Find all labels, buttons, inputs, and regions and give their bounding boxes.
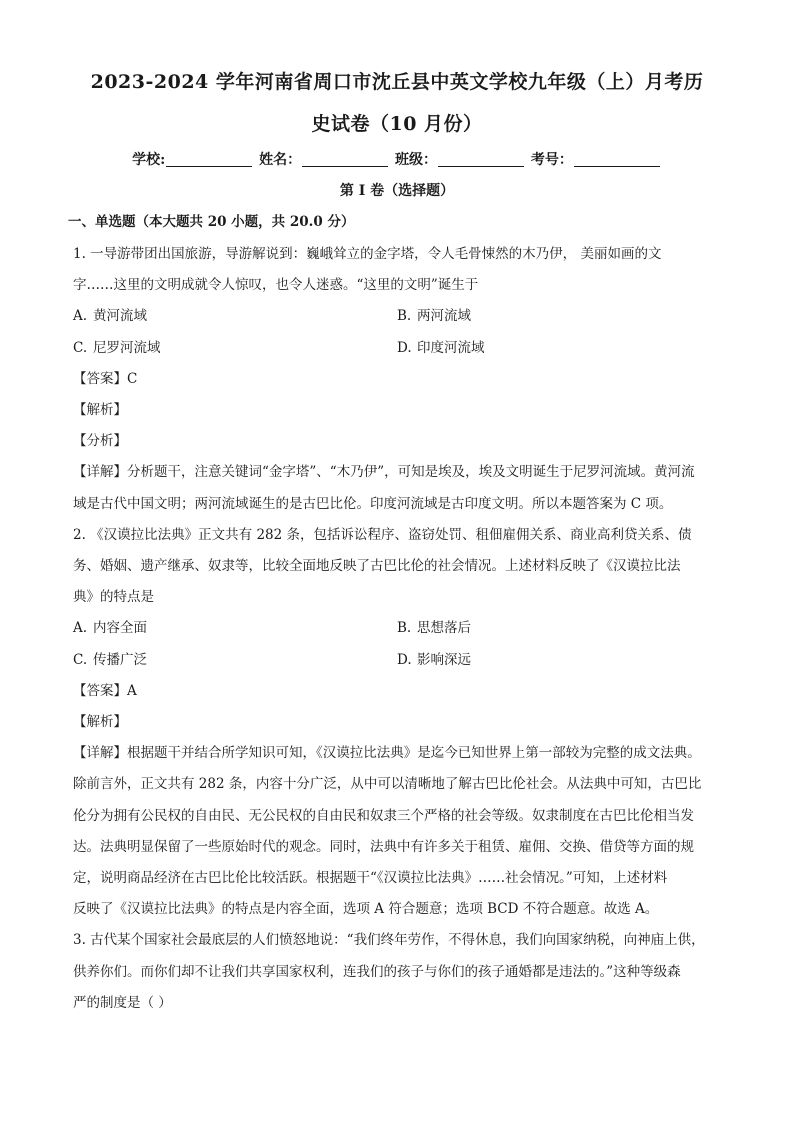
- q1-option-d-letter: D.: [397, 340, 412, 356]
- class-label: 班级：: [395, 152, 438, 168]
- q2-detail-line-4: 达。法典明显保留了一些原始时代的观念。同时，法典中有许多关于租赁、雇佣、交换、借贷等方面的规: [73, 839, 694, 855]
- q2-option-a-letter: A.: [73, 620, 88, 636]
- q2-option-d-text: 影响深远: [417, 652, 471, 668]
- exam-number-label: 考号：: [530, 152, 573, 168]
- q1-option-a-text: 黄河流域: [93, 308, 147, 324]
- q2-stem-line-2: 务、婚姻、遗产继承、奴隶等，比较全面地反映了古巴比伦的社会情况。上述材料反映了《汉谟拉比法: [73, 558, 681, 574]
- student-info-row: [0, 150, 794, 170]
- school-label: 学校:: [132, 152, 166, 168]
- q1-option-b-text: 两河流域: [417, 308, 471, 324]
- exam-number-blank: [574, 152, 660, 167]
- school-blank: [166, 152, 252, 167]
- q1-answer-tag: 【答案】: [73, 371, 127, 387]
- q2-option-a: [73, 618, 147, 638]
- q1-answer: [73, 369, 137, 389]
- q1-stem-line-1: 1. 一导游带团出国旅游，导游解说到：巍峨耸立的金字塔，令人毛骨悚然的木乃伊， 美丽如画的文: [73, 246, 662, 262]
- q1-answer-value: C: [127, 371, 138, 387]
- q2-stem-line-3: 典》的特点是: [73, 589, 154, 605]
- q1-analysis-tag: 【解析】: [73, 402, 127, 418]
- q2-detail-line-5: 定，说明商品经济在古巴比伦比较活跃。根据题干“《汉谟拉比法典》……社会情况。”可知，上述材料: [73, 870, 668, 886]
- name-label: 姓名：: [259, 152, 302, 168]
- name-blank: [302, 152, 388, 167]
- q2-option-b: [397, 618, 471, 638]
- q1-detail-line-2: 域是古代中国文明；两河流域诞生的是古巴比伦。印度河流域是古印度文明。所以本题答案为 C 项。: [73, 496, 673, 512]
- q1-option-a: [73, 306, 147, 326]
- q2-option-d-letter: D.: [397, 652, 412, 668]
- exam-title-line-2: 史试卷（10 月份）: [311, 113, 483, 135]
- q2-option-a-text: 内容全面: [93, 620, 147, 636]
- q2-option-b-letter: B.: [397, 620, 412, 636]
- q2-answer-value: A: [127, 683, 137, 699]
- q1-option-b-letter: B.: [397, 308, 412, 324]
- q1-stem-line-2: 字……这里的文明成就令人惊叹，也令人迷惑。“这里的文明”诞生于: [73, 277, 479, 293]
- q2-answer-tag: 【答案】: [73, 683, 127, 699]
- exam-title-line-1: 2023-2024 学年河南省周口市沈丘县中英文学校九年级（上）月考历: [90, 71, 704, 93]
- q3-stem-line-1: 3. 古代某个国家社会最底层的人们愤怒地说：“我们终年劳作，不得休息，我们向国家纳税，向神庙上供，: [73, 932, 705, 948]
- q2-stem-line-1: 2. 《汉谟拉比法典》正文共有 282 条，包括诉讼程序、盗窃处罚、租佃雇佣关系、商业高利贷关系、债: [73, 527, 692, 543]
- q3-stem-line-3: 严的制度是（ ）: [73, 995, 172, 1011]
- q1-option-c-text: 尼罗河流域: [93, 340, 161, 356]
- section-1-title: 一、单选题（本大题共 20 小题，共 20.0 分）: [68, 214, 355, 230]
- q1-option-b: [397, 306, 471, 326]
- q2-option-b-text: 思想落后: [417, 620, 471, 636]
- q1-detail-line-1: 【详解】分析题干，注意关键词“金字塔”、“木乃伊”，可知是埃及，埃及文明诞生于尼罗河流域。黄河流: [73, 464, 695, 480]
- q2-option-c-text: 传播广泛: [93, 652, 147, 668]
- q2-option-c-letter: C.: [73, 652, 88, 668]
- q3-stem-line-2: 供养你们。而你们却不让我们共享国家权利，连我们的孩子与你们的孩子通婚都是违法的。”这种等级森: [73, 964, 681, 980]
- q1-option-a-letter: A.: [73, 308, 88, 324]
- q1-option-d: [397, 338, 485, 358]
- q2-detail-line-1: 【详解】根据题干并结合所学知识可知，《汉谟拉比法典》是迄今已知世界上第一部较为完整的成文法典。: [73, 745, 701, 761]
- q2-detail-line-2: 除前言外，正文共有 282 条，内容十分广泛，从中可以清晰地了解古巴比伦社会。从法典中可知，古巴比: [73, 776, 702, 792]
- class-blank: [438, 152, 524, 167]
- q1-option-c-letter: C.: [73, 340, 88, 356]
- q2-analysis-tag: 【解析】: [73, 714, 127, 730]
- q2-detail-line-3: 伦分为拥有公民权的自由民、无公民权的自由民和奴隶三个严格的社会等级。奴隶制度在古巴比伦相当发: [73, 808, 694, 824]
- q2-option-c: [73, 650, 147, 670]
- q2-option-d: [397, 650, 471, 670]
- q2-answer: [73, 681, 137, 701]
- q1-option-d-text: 印度河流域: [417, 340, 485, 356]
- q1-option-c: [73, 338, 161, 358]
- volume-title: 第 I 卷（选择题）: [339, 183, 455, 199]
- q2-detail-line-6: 反映了《汉谟拉比法典》的特点是内容全面，选项 A 符合题意；选项 BCD 不符合题意。故选 A。: [73, 901, 659, 917]
- q1-fenxi-tag: 【分析】: [73, 433, 127, 449]
